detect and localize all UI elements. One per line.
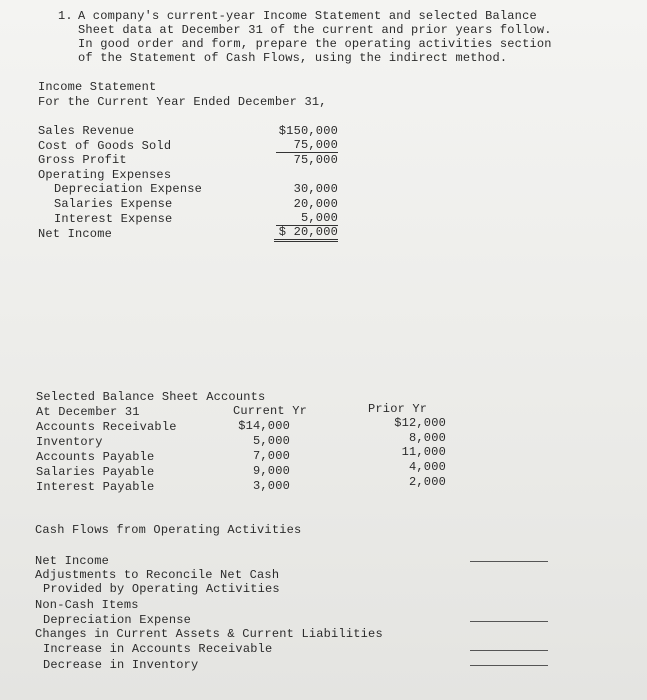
income-statement-title: Income Statement [38, 80, 157, 94]
bs-label-interest-payable: Interest Payable [36, 480, 155, 494]
cf-adjustments: Adjustments to Reconcile Net Cash [35, 568, 280, 582]
is-label-gross-profit: Gross Profit [38, 153, 127, 167]
bs-current-accounts-payable: 7,000 [252, 449, 290, 463]
is-label-interest: Interest Expense [54, 212, 173, 226]
bs-label-accounts-payable: Accounts Payable [36, 450, 155, 464]
balance-sheet-date-label: At December 31 [36, 405, 140, 419]
is-label-net-income: Net Income [38, 227, 113, 241]
bs-current-accounts-receivable: $14,000 [238, 419, 290, 433]
answer-line-increase-ar [470, 650, 548, 651]
bs-prior-accounts-payable: 11,000 [401, 445, 446, 459]
balance-sheet-title: Selected Balance Sheet Accounts [36, 390, 266, 404]
is-value-net-income: $ 20,000 [274, 225, 338, 242]
answer-line-decrease-inventory [470, 665, 548, 666]
question-number: 1. [58, 9, 73, 23]
bs-prior-interest-payable: 2,000 [408, 475, 446, 489]
prior-year-header: Prior Yr [368, 402, 428, 416]
cf-provided-by: Provided by Operating Activities [43, 582, 280, 596]
cf-decrease-inventory: Decrease in Inventory [43, 658, 199, 672]
question-line-3: In good order and form, prepare the operating activities section [78, 37, 552, 51]
is-value-salaries: 20,000 [293, 197, 338, 211]
bs-current-salaries-payable: 9,000 [252, 464, 290, 478]
current-year-header: Current Yr [233, 404, 308, 418]
is-label-salaries: Salaries Expense [54, 197, 173, 211]
is-value-cogs: 75,000 [276, 138, 338, 153]
is-label-depreciation: Depreciation Expense [54, 182, 203, 196]
is-value-sales-revenue: $150,000 [278, 124, 338, 138]
bs-label-salaries-payable: Salaries Payable [36, 465, 155, 479]
is-label-sales-revenue: Sales Revenue [38, 124, 135, 138]
is-label-operating-expenses: Operating Expenses [38, 168, 172, 182]
cf-non-cash-items: Non-Cash Items [35, 598, 139, 612]
cf-net-income: Net Income [35, 554, 110, 568]
bs-current-inventory: 5,000 [252, 434, 290, 448]
question-line-2: Sheet data at December 31 of the current and prior years follow. [78, 23, 552, 37]
answer-line-net-income [470, 561, 548, 562]
bs-prior-accounts-receivable: $12,000 [394, 416, 446, 430]
question-line-4: of the Statement of Cash Flows, using the indirect method. [78, 51, 508, 65]
income-statement-subtitle: For the Current Year Ended December 31, [38, 95, 327, 109]
cf-increase-ar: Increase in Accounts Receivable [43, 642, 273, 656]
is-value-depreciation: 30,000 [293, 182, 338, 196]
question-line-1: A company's current-year Income Statement and selected Balance [78, 9, 537, 23]
bs-label-inventory: Inventory [36, 435, 103, 449]
is-value-interest: 5,000 [276, 211, 338, 226]
bs-label-accounts-receivable: Accounts Receivable [36, 420, 177, 434]
cf-changes-header: Changes in Current Assets & Current Liabilities [35, 627, 383, 641]
is-value-gross-profit: 75,000 [293, 153, 338, 167]
bs-current-interest-payable: 3,000 [252, 479, 290, 493]
cf-depreciation: Depreciation Expense [43, 613, 192, 627]
bs-prior-salaries-payable: 4,000 [408, 460, 446, 474]
answer-line-depreciation [470, 621, 548, 622]
bs-prior-inventory: 8,000 [408, 431, 446, 445]
cash-flows-title: Cash Flows from Operating Activities [35, 523, 302, 537]
is-label-cogs: Cost of Goods Sold [38, 139, 172, 153]
